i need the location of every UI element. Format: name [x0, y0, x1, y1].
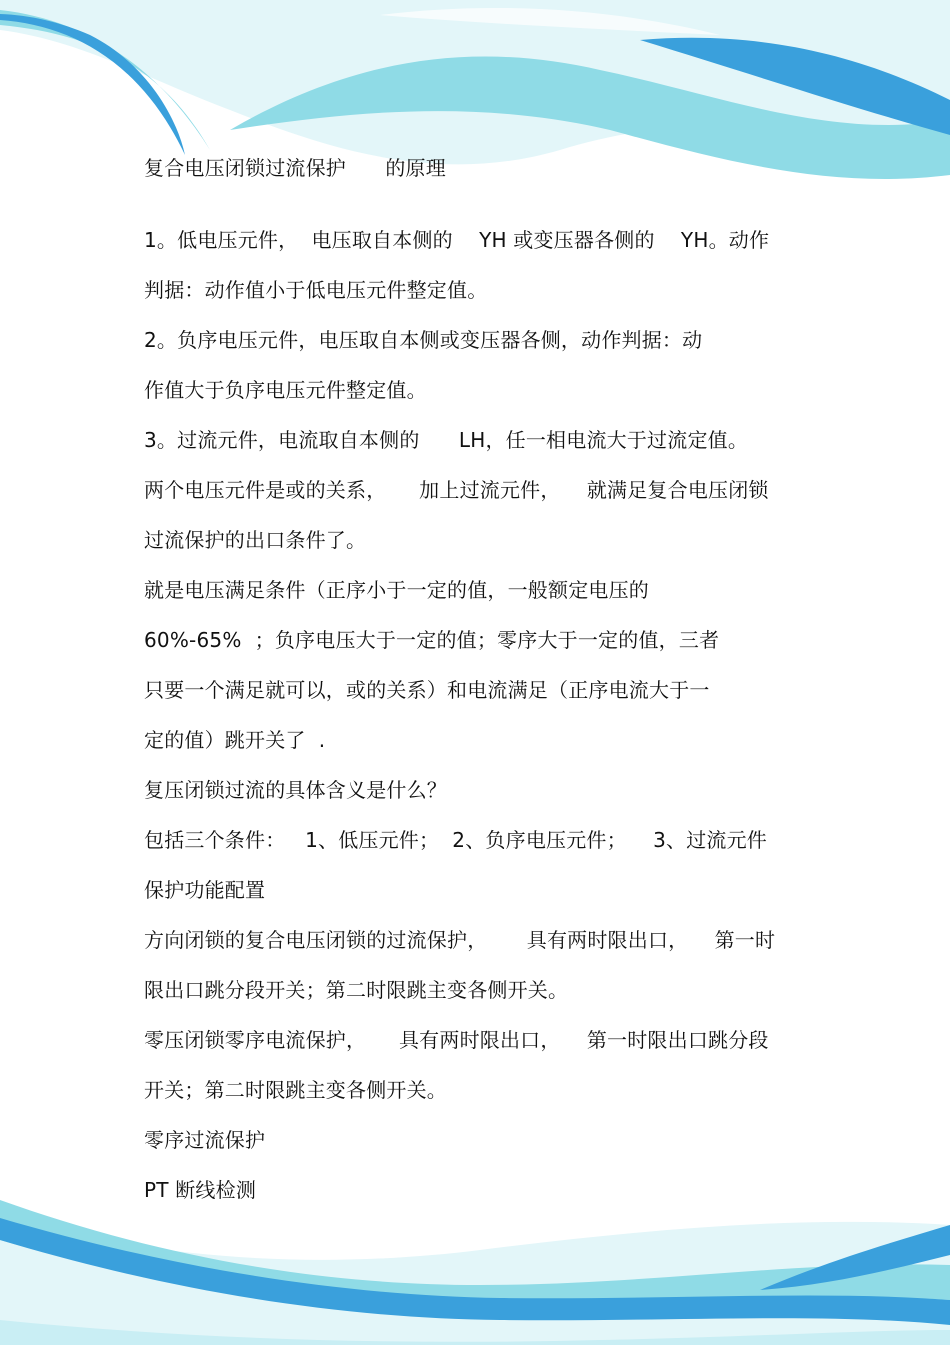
- text-line: 只要一个满足就可以，或的关系）和电流满足（正序电流大于一: [144, 678, 710, 702]
- text-line: 包括三个条件： 1、低压元件； 2、负序电压元件； 3、过流元件: [144, 828, 767, 852]
- text-line: 限出口跳分段开关；第二时限跳主变各侧开关。: [144, 978, 569, 1002]
- text-line: 过流保护的出口条件了。: [144, 528, 367, 552]
- text-line: 两个电压元件是或的关系， 加上过流元件， 就满足复合电压闭锁: [144, 478, 769, 502]
- text-line: 就是电压满足条件（正序小于一定的值，一般额定电压的: [144, 578, 649, 602]
- text-line: 复压闭锁过流的具体含义是什么？: [144, 778, 447, 802]
- text-line: 方向闭锁的复合电压闭锁的过流保护， 具有两时限出口， 第一时: [144, 928, 776, 952]
- text-line: PT 断线检测: [144, 1178, 257, 1202]
- text-line: 3。过流元件，电流取自本侧的 LH，任一相电流大于过流定值。: [144, 428, 749, 452]
- text-line: 定的值）跳开关了 .: [144, 728, 326, 752]
- text-line: 零序过流保护: [144, 1128, 266, 1152]
- text-line: 2。负序电压元件，电压取自本侧或变压器各侧，动作判据：动: [144, 328, 703, 352]
- document-title: 复合电压闭锁过流保护 的原理: [144, 156, 446, 180]
- text-line: 保护功能配置: [144, 878, 266, 902]
- text-line: 判据：动作值小于低电压元件整定值。: [144, 278, 488, 302]
- text-line: 作值大于负序电压元件整定值。: [144, 378, 427, 402]
- text-line: 1。低电压元件， 电压取自本侧的 YH 或变压器各侧的 YH。动作: [144, 228, 770, 252]
- text-line: 零压闭锁零序电流保护， 具有两时限出口， 第一时限出口跳分段: [144, 1028, 769, 1052]
- text-line: 60%-65% ；负序电压大于一定的值；零序大于一定的值，三者: [144, 628, 720, 652]
- text-line: 开关；第二时限跳主变各侧开关。: [144, 1078, 447, 1102]
